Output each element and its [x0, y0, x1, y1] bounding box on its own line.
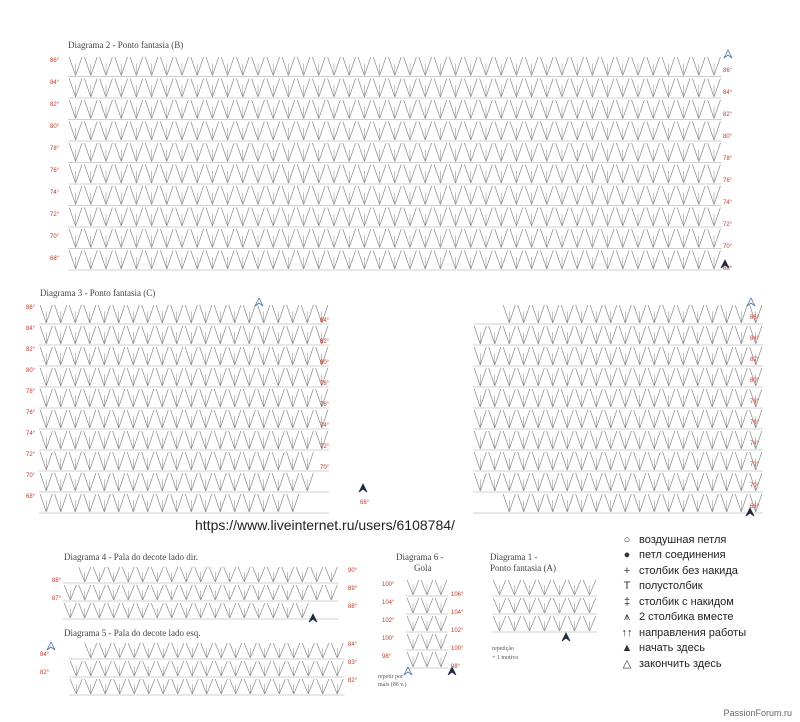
row-number: 100° — [382, 582, 395, 588]
legend-label: полустолбик — [639, 580, 703, 593]
diagram-1-repeat: repetição — [492, 646, 514, 652]
row-number: 82° — [348, 678, 358, 684]
row-number: 72° — [723, 222, 733, 228]
row-number: 82° — [50, 102, 60, 108]
legend-label: столбик без накида — [639, 564, 738, 577]
row-number: 102° — [451, 628, 464, 634]
row-number: 80° — [750, 378, 760, 384]
legend-item — [620, 579, 746, 595]
row-number: 70° — [320, 465, 330, 471]
row-number: 84° — [50, 80, 60, 86]
row-number: 82° — [320, 339, 330, 345]
row-number: 104° — [451, 610, 464, 616]
row-number: 84° — [40, 652, 50, 658]
diagram-6-chart — [400, 575, 460, 675]
row-number: 84° — [348, 642, 358, 648]
row-number: 72° — [26, 452, 36, 458]
diagram-3-chart-right — [425, 296, 765, 526]
row-number: 68° — [26, 494, 36, 500]
legend-label: петл соединения — [639, 549, 726, 562]
row-number: 86° — [723, 68, 733, 74]
row-number: 84° — [320, 318, 330, 324]
chain-stitch-icon: ○ — [623, 533, 631, 546]
row-number: 84° — [750, 336, 760, 342]
row-number: 74° — [50, 190, 60, 196]
row-number: 72° — [750, 462, 760, 468]
row-number: 74° — [750, 441, 760, 447]
diagram-4-title: Diagrama 4 - Pala do decote lado dir. — [64, 552, 198, 562]
diagram-2-title: Diagrama 2 - Ponto fantasia (B) — [68, 40, 184, 50]
row-number: 100° — [451, 646, 464, 652]
legend-item — [620, 532, 746, 548]
row-number: 76° — [723, 178, 733, 184]
diagram-1-repeat-note: = 1 motivo — [492, 655, 519, 661]
row-number: 102° — [382, 618, 395, 624]
legend-item — [620, 641, 746, 657]
row-number: 70° — [750, 483, 760, 489]
dc2tog-icon: ⩚ — [623, 610, 631, 623]
legend-label: столбик с накидом — [639, 595, 734, 608]
diagram-3-inner-start-label: 68° — [360, 500, 370, 506]
row-number: 72° — [50, 212, 60, 218]
double-crochet-icon: ‡ — [623, 595, 631, 608]
diagram-3-chart-left — [35, 296, 375, 526]
row-number: 80° — [723, 134, 733, 140]
row-number: 76° — [750, 420, 760, 426]
row-number: 70° — [50, 234, 60, 240]
finish-here-icon: △ — [622, 658, 632, 671]
row-number: 76° — [320, 402, 330, 408]
row-number: 80° — [320, 360, 330, 366]
legend-item — [620, 610, 746, 626]
row-number: 70° — [723, 244, 733, 250]
diagram-1-chart — [488, 575, 608, 645]
row-number: 78° — [26, 389, 36, 395]
row-number: 87° — [52, 596, 62, 602]
start-here-icon: ▲ — [621, 642, 633, 655]
diagram-4-chart — [55, 562, 358, 624]
diagram-6-title: Diagrama 6 - — [396, 552, 444, 562]
row-number: 86° — [750, 315, 760, 321]
diagram-5-chart — [45, 638, 358, 700]
row-number: 86° — [26, 305, 36, 311]
diagram-6-note-2: mais (86 v.) — [378, 682, 407, 688]
diagram-3-title: Diagrama 3 - Ponto fantasia (C) — [40, 288, 156, 298]
row-number: 104° — [382, 600, 395, 606]
row-number: 106° — [451, 592, 464, 598]
legend-label: начать здесь — [639, 642, 705, 655]
row-number: 72° — [320, 444, 330, 450]
row-number: 68° — [50, 256, 60, 262]
row-number: 68° — [750, 504, 760, 510]
row-number: 78° — [320, 381, 330, 387]
row-number: 78° — [50, 146, 60, 152]
row-number: 76° — [26, 410, 36, 416]
diagram-6-note-1: repetir por — [378, 674, 404, 680]
row-number: 84° — [723, 90, 733, 96]
row-number: 89° — [348, 586, 358, 592]
stitch-legend — [620, 532, 746, 672]
diagram-6-subtitle: Gola — [414, 563, 432, 573]
row-number: 78° — [723, 156, 733, 162]
row-number: 98° — [451, 664, 461, 670]
row-number: 83° — [348, 660, 358, 666]
slip-stitch-icon: ● — [623, 549, 631, 562]
diagram-5-title: Diagrama 5 - Pala do decote lado esq. — [64, 628, 201, 638]
row-number: 76° — [50, 168, 60, 174]
row-number: 82° — [40, 670, 50, 676]
row-number: 90° — [348, 568, 358, 574]
row-number: 84° — [26, 326, 36, 332]
half-double-crochet-icon: T — [623, 580, 631, 593]
row-number: 78° — [750, 399, 760, 405]
row-number: 86° — [50, 58, 60, 64]
diagram-2-chart — [60, 48, 740, 278]
row-number: 68° — [723, 266, 733, 272]
legend-item — [620, 548, 746, 564]
row-number: 80° — [26, 368, 36, 374]
work-direction-icon: ↑↑ — [621, 626, 633, 639]
legend-label: 2 столбика вместе — [639, 611, 734, 624]
legend-label: воздушная петля — [639, 533, 727, 546]
row-number: 74° — [320, 423, 330, 429]
legend-label: направления работы — [639, 626, 747, 639]
watermark: PassionForum.ru — [723, 708, 792, 718]
diagram-1-title: Diagrama 1 - — [490, 552, 538, 562]
legend-item — [620, 563, 746, 579]
source-url[interactable]: https://www.liveinternet.ru/users/6108784/ — [195, 517, 455, 533]
legend-label: закончить здесь — [639, 657, 722, 670]
single-crochet-icon: + — [623, 564, 631, 577]
legend-item — [620, 656, 746, 672]
row-number: 74° — [26, 431, 36, 437]
row-number: 98° — [382, 654, 392, 660]
row-number: 70° — [26, 473, 36, 479]
legend-item — [620, 594, 746, 610]
diagram-1-subtitle: Ponto fantasia (A) — [490, 563, 556, 573]
row-number: 82° — [750, 357, 760, 363]
legend-item — [620, 625, 746, 641]
row-number: 74° — [723, 200, 733, 206]
row-number: 88° — [348, 604, 358, 610]
row-number: 100° — [382, 636, 395, 642]
row-number: 88° — [52, 578, 62, 584]
row-number: 82° — [26, 347, 36, 353]
row-number: 80° — [50, 124, 60, 130]
row-number: 82° — [723, 112, 733, 118]
